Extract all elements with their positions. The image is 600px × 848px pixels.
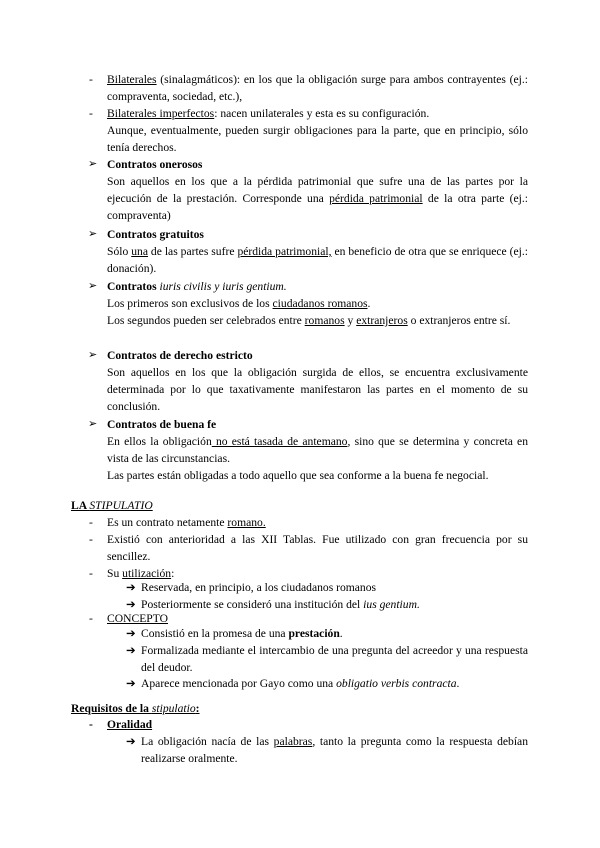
bilaterales-text bbox=[107, 71, 528, 105]
estricto-title: Contratos de derecho estricto bbox=[107, 349, 253, 362]
stipulatio-heading bbox=[71, 497, 153, 514]
bil-imperfectos-text bbox=[107, 105, 528, 156]
buenafe-t1-u: no está tasada de antemano bbox=[211, 435, 348, 448]
stipulatio-sub4: Formalizada mediante el intercambio de una pregunta del acreedor y una respuesta del deudor. bbox=[141, 644, 528, 674]
gratuitos-title: Contratos gratuitos bbox=[107, 228, 204, 241]
iuris-title-italic: iuris civilis y iuris gentium. bbox=[159, 280, 287, 293]
stipulatio-sub5-b: . bbox=[456, 677, 460, 690]
stipulatio-item2: Existió con anterioridad a las XII Tablas. Fue utilizado con gran frecuencia por su sencillez. bbox=[107, 533, 528, 563]
requisitos-heading bbox=[71, 700, 200, 717]
iuris-l2-b: y bbox=[344, 314, 357, 327]
dash-bullet: - bbox=[89, 718, 93, 731]
iuris-l2-u1: romanos bbox=[304, 314, 345, 327]
onerosos-text-b: de la otra parte (ej.: compraventa) bbox=[107, 192, 529, 222]
iuris-l1-a: Los primeros son exclusivos de los bbox=[107, 297, 273, 310]
onerosos-title: Contratos onerosos bbox=[107, 158, 203, 171]
iuris-l1-b: . bbox=[367, 297, 371, 310]
stipulatio-sub2-a: Posteriormente se consideró una institución del bbox=[141, 598, 364, 611]
stipulatio-item3-a: Su bbox=[107, 567, 123, 580]
stipulatio-item3-u: utilización bbox=[122, 567, 172, 580]
arrow-bullet-icon: ➢ bbox=[88, 158, 98, 170]
requisitos-heading-b: : bbox=[195, 702, 200, 715]
arrow-right-icon: ➔ bbox=[126, 644, 136, 657]
bil-imperfectos-term: Bilaterales imperfectos bbox=[107, 107, 215, 120]
buenafe-title: Contratos de buena fe bbox=[107, 418, 217, 431]
gratuitos-text-u1: una bbox=[131, 245, 148, 258]
arrow-right-icon: ➔ bbox=[126, 677, 136, 690]
dash-bullet: - bbox=[89, 107, 93, 120]
arrow-right-icon: ➔ bbox=[126, 581, 136, 594]
requisitos-sub1-u: palabras bbox=[273, 735, 313, 748]
iuris-l2-c: o extranjeros entre sí. bbox=[407, 314, 511, 327]
bilaterales-desc: (sinalagmáticos): en los que la obligación surge para ambos contrayentes (ej.: compraventa, sociedad, etc.), bbox=[107, 73, 528, 103]
onerosos-text-underlined: pérdida patrimonial bbox=[329, 192, 423, 205]
iuris-title: Contratos bbox=[107, 280, 160, 293]
bil-imperfectos-desc2: Aunque, eventualmente, pueden surgir obligaciones para la parte, que en principio, sólo tenía derechos. bbox=[107, 124, 528, 154]
buenafe-t1-b: , sino que se determina y concreta en vista de las circunstancias. bbox=[107, 435, 528, 465]
stipulatio-heading-italic: STIPULATIO bbox=[89, 499, 153, 512]
dash-bullet: - bbox=[89, 567, 93, 580]
stipulatio-sub3-bold: prestación bbox=[288, 627, 340, 640]
requisitos-heading-a: Requisitos de la bbox=[71, 702, 152, 715]
gratuitos-text-u2: pérdida patrimonial, bbox=[237, 245, 332, 258]
stipulatio-sub3-c: . bbox=[339, 627, 343, 640]
stipulatio-sub5-a: Aparece mencionada por Gayo como una bbox=[141, 677, 337, 690]
arrow-bullet-icon: ➢ bbox=[88, 228, 98, 240]
dash-bullet: - bbox=[89, 533, 93, 546]
arrow-bullet-icon: ➢ bbox=[88, 349, 98, 361]
bilaterales-term: Bilaterales bbox=[107, 73, 157, 86]
stipulatio-item3-b: : bbox=[171, 567, 175, 580]
oralidad-label: Oralidad bbox=[107, 718, 153, 731]
requisitos-heading-italic: stipulatio bbox=[151, 702, 196, 715]
requisitos-sub1-a: La obligación nacía de las bbox=[141, 735, 274, 748]
stipulatio-sub5-italic: obligatio verbis contracta bbox=[336, 677, 457, 690]
arrow-right-icon: ➔ bbox=[126, 735, 136, 748]
requisitos-sub1-b: , tanto la pregunta como la respuesta debían realizarse oralmente. bbox=[141, 735, 528, 765]
gratuitos-text-a: Sólo bbox=[107, 245, 132, 258]
arrow-bullet-icon: ➢ bbox=[88, 280, 98, 292]
buenafe-t1-a: En ellos la obligación bbox=[107, 435, 212, 448]
stipulatio-heading-a: LA bbox=[71, 499, 90, 512]
dash-bullet: - bbox=[89, 73, 93, 86]
iuris-l2-a: Los segundos pueden ser celebrados entre bbox=[107, 314, 305, 327]
estricto-text: Son aquellos en los que la obligación surgida de ellos, se encuentra exclusivamente determinada por lo que taxativamente manifestaron las partes en el momento de su conclusión. bbox=[107, 366, 528, 413]
concepto-label: CONCEPTO bbox=[107, 612, 168, 625]
bil-imperfectos-desc: : nacen unilaterales y esta es su configuración. bbox=[214, 107, 430, 120]
arrow-bullet-icon: ➢ bbox=[88, 418, 98, 430]
arrow-right-icon: ➔ bbox=[126, 598, 136, 611]
onerosos-text-a: Son aquellos en los que a la pérdida patrimonial que sufre una de las partes por la ejecución de la prestación. Corresponde una bbox=[107, 175, 528, 205]
buenafe-t2: Las partes están obligadas a todo aquello que sea conforme a la buena fe negocial. bbox=[107, 469, 489, 482]
gratuitos-text-c: en beneficio de otra que se enriquece (ej.: donación). bbox=[107, 245, 528, 275]
iuris-l2-u2: extranjeros bbox=[356, 314, 408, 327]
stipulatio-sub1: Reservada, en principio, a los ciudadanos romanos bbox=[141, 581, 377, 594]
dash-bullet: - bbox=[89, 516, 93, 529]
gratuitos-text-b: de las partes sufre bbox=[147, 245, 238, 258]
iuris-l1-u: ciudadanos romanos bbox=[272, 297, 368, 310]
dash-bullet: - bbox=[89, 612, 93, 625]
stipulatio-item1-a: Es un contrato netamente bbox=[107, 516, 228, 529]
stipulatio-item1-u: romano. bbox=[227, 516, 266, 529]
arrow-right-icon: ➔ bbox=[126, 627, 136, 640]
stipulatio-sub3-a: Consistió en la promesa de una bbox=[141, 627, 289, 640]
stipulatio-sub2-italic: ius gentium. bbox=[363, 598, 420, 611]
